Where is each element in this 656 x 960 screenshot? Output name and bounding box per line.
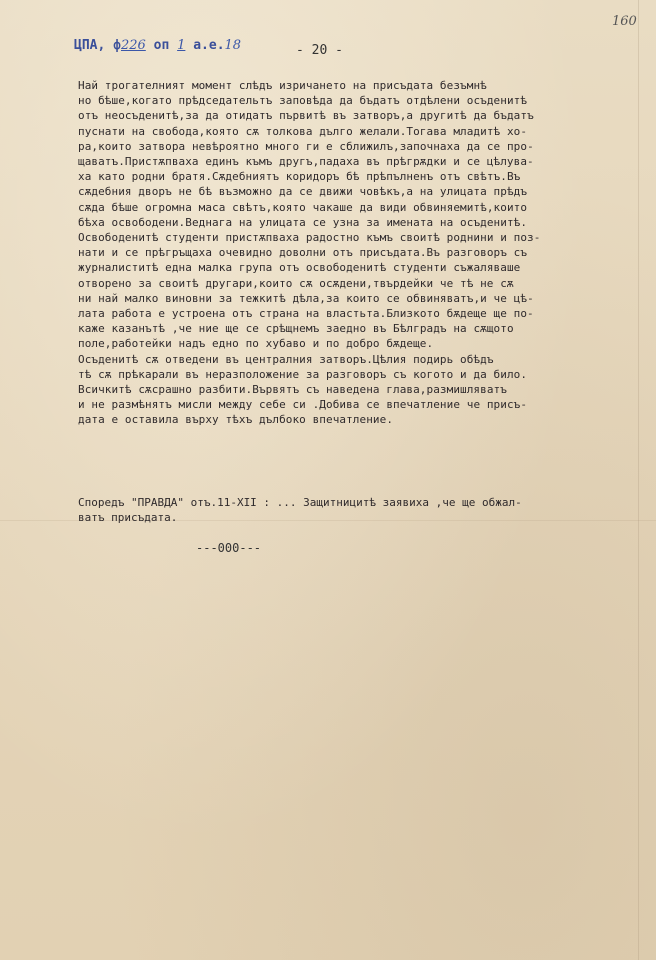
opis-number: 1 — [177, 38, 186, 53]
source-note-line: Споредъ "ПРАВДА" отъ.11-XII : ... Защитницитѣ заявиха ,че ще обжал- — [78, 496, 522, 509]
text-line: сѫда бѣше огромна маса свѣтъ,която чакаше да види обвиняемитѣ,които — [78, 200, 528, 214]
text-line: ха като родни братя.Сѫдебниятъ коридоръ бѣ прѣпълненъ отъ свѣтъ.Въ — [78, 170, 521, 184]
text-line: пуснати на свобода,която сѫ толкова дълго желали.Тогава младитѣ хо- — [78, 124, 528, 138]
text-line: журналиститѣ една малка група отъ освободенитѣ студенти съжаляваше — [78, 261, 521, 275]
ae-number: 18 — [224, 38, 242, 53]
end-separator: ---000--- — [196, 541, 262, 555]
text-line: но бѣше,когато прѣдседательтъ заповѣда да бъдатъ отдѣлени осъденитѣ — [78, 94, 528, 108]
text-line: ра,които затвора невѣроятно много ги е сближилъ,започнаха да се про- — [78, 139, 534, 153]
folio-number: 160 — [612, 14, 637, 29]
text-line: каже казанътѣ ,че ние ще се срѣщнемъ заедно въ Бѣлградъ на сѫщото — [78, 322, 514, 336]
text-line: и не размѣнятъ мисли между себе си .Добива се впечатление че присъ- — [78, 398, 528, 412]
body-text — [78, 78, 643, 428]
page-number: - 20 - — [296, 43, 343, 58]
archive-reference-stamp — [74, 38, 241, 53]
text-line: Осъденитѣ сѫ отведени въ централния затворъ.Цѣлия подирь обѣдъ — [78, 352, 494, 366]
text-line: поле,работейки надъ едно по хубаво и по добро бѫдеще. — [78, 337, 434, 351]
text-line: ни най малко виновни за тежкитѣ дѣла,за които се обвиняватъ,и че цѣ- — [78, 291, 534, 305]
text-line: отворено за своитѣ другари,които сѫ осѫдени,твърдейки че тѣ не сѫ — [78, 276, 514, 290]
text-line: лата работа е устроена отъ страна на властьта.Близкото бѫдеще ще по- — [78, 307, 534, 321]
source-note-line: ватъ присъдата. — [78, 511, 178, 525]
text-line: сѫдебния дворъ не бѣ възможно да се движи човѣкъ,а на улицата прѣдъ — [78, 185, 528, 199]
source-note — [78, 495, 643, 525]
ae-label: а.е. — [193, 38, 225, 53]
fond-number: 226 — [120, 38, 146, 53]
text-line: бѣха освободени.Веднага на улицата се узна за имената на осъденитѣ. — [78, 215, 528, 229]
opis-label: оп — [153, 38, 170, 53]
archive-prefix: ЦПА, ф — [74, 38, 121, 53]
text-line: дата е оставила върху тѣхъ дълбоко впечатление. — [78, 413, 394, 427]
text-line: Всичкитѣ сѫсрашно разбити.Вървятъ съ наведена глава,размишляватъ — [78, 383, 507, 397]
text-line: Освободенитѣ студенти пристѫпваха радостно къмъ своитѣ роднини и поз- — [78, 231, 541, 245]
text-line: нати и се прѣгръщаха очевидно доволни отъ присъдата.Въ разговоръ съ — [78, 246, 528, 260]
text-line: отъ неосъденитѣ,за да отидатъ първитѣ въ затворъ,а другитѣ да бъдатъ — [78, 109, 534, 123]
text-line: щаватъ.Пристѫпваха единъ къмъ другъ,падаха въ прѣгрѫдки и се цѣлува- — [78, 155, 534, 169]
text-line: тѣ сѫ прѣкарали въ неразположение за разговоръ съ когото и да било. — [78, 367, 528, 381]
text-line: Най трогателният момент слѣдъ изричането на присъдата безъмнѣ — [78, 79, 487, 92]
